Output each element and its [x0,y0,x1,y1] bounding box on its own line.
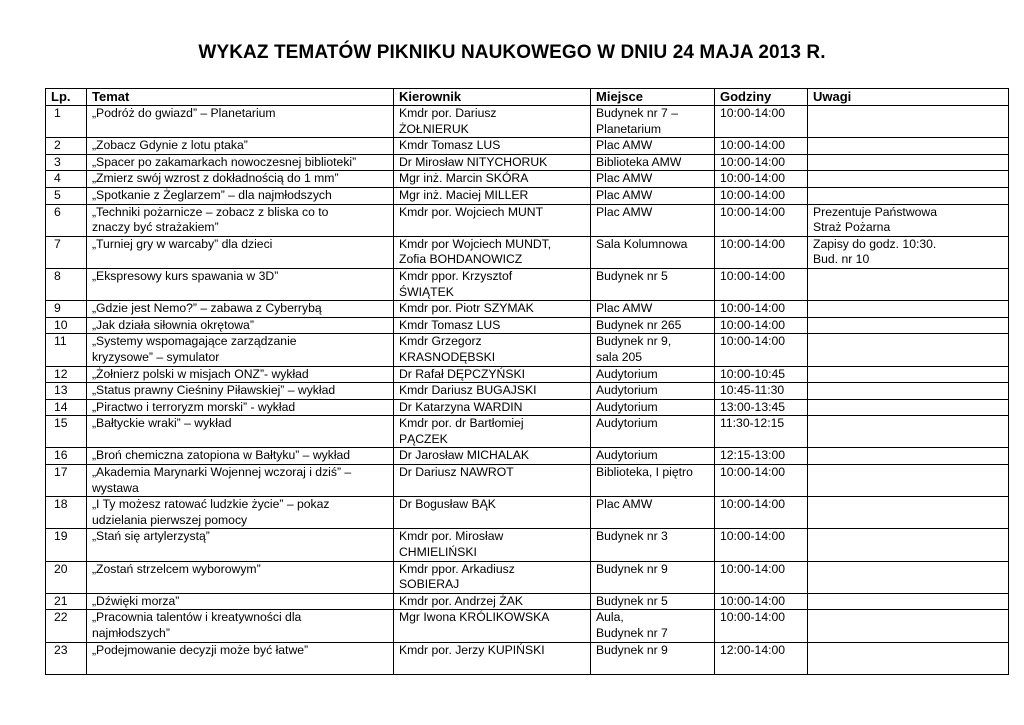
table-body [46,106,1009,675]
cell-godziny: 10:00-14:00 [715,497,808,529]
cell-godziny: 12:00-14:00 [715,642,808,674]
cell-kierownik: Kmdr por. Jerzy KUPIŃSKI [394,642,591,674]
cell-lp: 2 [46,138,87,155]
table-row [46,561,1009,593]
cell-uwagi [808,268,1009,300]
cell-lp: 22 [46,610,87,642]
cell-godziny: 10:00-14:00 [715,268,808,300]
cell-kierownik: Kmdr por. dr Bartłomiej PĄCZEK [394,416,591,448]
cell-miejsce: Audytorium [591,383,715,400]
cell-miejsce: Sala Kolumnowa [591,236,715,268]
header-lp: Lp. [46,89,87,106]
cell-temat: „Zobacz Gdynie z lotu ptaka” [87,138,394,155]
cell-temat: „Stań się artylerzystą” [87,529,394,561]
header-kierownik: Kierownik [394,89,591,106]
cell-kierownik: Dr Bogusław BĄK [394,497,591,529]
cell-lp: 6 [46,204,87,236]
cell-uwagi [808,366,1009,383]
cell-uwagi [808,317,1009,334]
cell-temat: „Status prawny Cieśniny Piławskiej” – wykład [87,383,394,400]
cell-kierownik: Dr Mirosław NITYCHORUK [394,154,591,171]
cell-godziny: 10:00-14:00 [715,138,808,155]
cell-kierownik: Kmdr Tomasz LUS [394,138,591,155]
header-godziny: Godziny [715,89,808,106]
cell-kierownik: Kmdr por. Piotr SZYMAK [394,301,591,318]
table-row [46,497,1009,529]
table-row [46,593,1009,610]
cell-godziny: 10:00-14:00 [715,171,808,188]
cell-miejsce: Budynek nr 5 [591,593,715,610]
cell-lp: 13 [46,383,87,400]
table-row [46,171,1009,188]
cell-kierownik: Dr Rafał DĘPCZYŃSKI [394,366,591,383]
cell-lp: 7 [46,236,87,268]
cell-temat: „Dźwięki morza” [87,593,394,610]
cell-temat: „Spotkanie z Żeglarzem” – dla najmłodszych [87,187,394,204]
cell-godziny: 10:00-14:00 [715,334,808,366]
header-uwagi: Uwagi [808,89,1009,106]
cell-kierownik: Mgr inż. Marcin SKÓRA [394,171,591,188]
table-row [46,383,1009,400]
cell-miejsce: Budynek nr 3 [591,529,715,561]
table-row [46,236,1009,268]
cell-miejsce: Plac AMW [591,187,715,204]
table-row [46,334,1009,366]
cell-lp: 20 [46,561,87,593]
cell-miejsce: Audytorium [591,366,715,383]
cell-godziny: 10:00-14:00 [715,154,808,171]
cell-godziny: 10:00-14:00 [715,561,808,593]
cell-uwagi [808,399,1009,416]
cell-temat: „Zostań strzelcem wyborowym” [87,561,394,593]
cell-uwagi: Zapisy do godz. 10:30. Bud. nr 10 [808,236,1009,268]
cell-godziny: 10:00-14:00 [715,465,808,497]
cell-uwagi [808,187,1009,204]
cell-miejsce: Budynek nr 9 [591,642,715,674]
cell-kierownik: Kmdr ppor. Arkadiusz SOBIERAJ [394,561,591,593]
cell-uwagi [808,416,1009,448]
cell-lp: 4 [46,171,87,188]
cell-uwagi [808,593,1009,610]
cell-kierownik: Kmdr Grzegorz KRASNODĘBSKI [394,334,591,366]
cell-temat: „Techniki pożarnicze – zobacz z bliska co to znaczy być strażakiem” [87,204,394,236]
cell-lp: 5 [46,187,87,204]
header-temat: Temat [87,89,394,106]
cell-temat: „Systemy wspomagające zarządzanie kryzysowe” – symulator [87,334,394,366]
table-row [46,642,1009,674]
table-row [46,317,1009,334]
cell-uwagi: Prezentuje Państwowa Straż Pożarna [808,204,1009,236]
table-row [46,268,1009,300]
cell-kierownik: Kmdr por. Mirosław CHMIELIŃSKI [394,529,591,561]
cell-lp: 12 [46,366,87,383]
cell-uwagi [808,529,1009,561]
cell-miejsce: Biblioteka AMW [591,154,715,171]
cell-uwagi [808,448,1009,465]
cell-lp: 18 [46,497,87,529]
cell-lp: 9 [46,301,87,318]
cell-uwagi [808,561,1009,593]
cell-godziny: 10:00-14:00 [715,204,808,236]
cell-uwagi [808,383,1009,400]
cell-uwagi [808,465,1009,497]
cell-temat: „Pracownia talentów i kreatywności dla najmłodszych” [87,610,394,642]
cell-uwagi [808,154,1009,171]
cell-kierownik: Kmdr Tomasz LUS [394,317,591,334]
cell-uwagi [808,497,1009,529]
cell-temat: „Zmierz swój wzrost z dokładnością do 1 mm” [87,171,394,188]
cell-miejsce: Audytorium [591,399,715,416]
cell-lp: 3 [46,154,87,171]
cell-godziny: 13:00-13:45 [715,399,808,416]
cell-godziny: 11:30-12:15 [715,416,808,448]
cell-miejsce: Biblioteka, I piętro [591,465,715,497]
cell-kierownik: Dr Katarzyna WARDIN [394,399,591,416]
cell-kierownik: Dr Dariusz NAWROT [394,465,591,497]
cell-temat: „Turniej gry w warcaby” dla dzieci [87,236,394,268]
cell-lp: 19 [46,529,87,561]
cell-uwagi [808,334,1009,366]
cell-miejsce: Budynek nr 265 [591,317,715,334]
cell-godziny: 10:00-14:00 [715,187,808,204]
cell-miejsce: Plac AMW [591,138,715,155]
cell-lp: 1 [46,106,87,138]
cell-miejsce: Budynek nr 7 – Planetarium [591,106,715,138]
cell-lp: 14 [46,399,87,416]
table-row [46,366,1009,383]
cell-lp: 23 [46,642,87,674]
cell-miejsce: Budynek nr 5 [591,268,715,300]
cell-kierownik: Mgr Iwona KRÓLIKOWSKA [394,610,591,642]
cell-temat: „Jak działa siłownia okrętowa” [87,317,394,334]
cell-temat: „Podróż do gwiazd” – Planetarium [87,106,394,138]
table-row [46,465,1009,497]
cell-kierownik: Kmdr por. Andrzej ŻAK [394,593,591,610]
cell-godziny: 10:00-14:00 [715,236,808,268]
cell-godziny: 10:00-14:00 [715,106,808,138]
cell-miejsce: Budynek nr 9, sala 205 [591,334,715,366]
topics-table [45,88,1009,675]
cell-miejsce: Aula, Budynek nr 7 [591,610,715,642]
cell-kierownik: Kmdr Dariusz BUGAJSKI [394,383,591,400]
table-row [46,187,1009,204]
table-row [46,301,1009,318]
cell-godziny: 10:45-11:30 [715,383,808,400]
cell-godziny: 10:00-14:00 [715,593,808,610]
cell-temat: „Spacer po zakamarkach nowoczesnej biblioteki” [87,154,394,171]
cell-miejsce: Budynek nr 9 [591,561,715,593]
cell-kierownik: Kmdr ppor. Krzysztof ŚWIĄTEK [394,268,591,300]
table-row [46,529,1009,561]
cell-kierownik: Kmdr por Wojciech MUNDT, Zofia BOHDANOWICZ [394,236,591,268]
table-row [46,154,1009,171]
document-title: WYKAZ TEMATÓW PIKNIKU NAUKOWEGO W DNIU 24 MAJA 2013 R. [198,42,826,63]
cell-kierownik: Kmdr por. Wojciech MUNT [394,204,591,236]
cell-kierownik: Dr Jarosław MICHALAK [394,448,591,465]
cell-temat: „Bałtyckie wraki” – wykład [87,416,394,448]
cell-godziny: 10:00-14:00 [715,317,808,334]
cell-temat: „Żołnierz polski w misjach ONZ”- wykład [87,366,394,383]
cell-miejsce: Audytorium [591,416,715,448]
table-row [46,399,1009,416]
table-header-row [46,89,1009,106]
cell-miejsce: Plac AMW [591,204,715,236]
cell-uwagi [808,301,1009,318]
cell-miejsce: Audytorium [591,448,715,465]
cell-uwagi [808,106,1009,138]
cell-lp: 15 [46,416,87,448]
cell-uwagi [808,610,1009,642]
cell-kierownik: Kmdr por. Dariusz ŻOŁNIERUK [394,106,591,138]
cell-uwagi [808,138,1009,155]
cell-uwagi [808,642,1009,674]
table-row [46,138,1009,155]
table-row [46,610,1009,642]
cell-temat: „Broń chemiczna zatopiona w Bałtyku” – wykład [87,448,394,465]
table-row [46,204,1009,236]
cell-godziny: 10:00-10:45 [715,366,808,383]
cell-lp: 10 [46,317,87,334]
cell-temat: „Podejmowanie decyzji może być łatwe” [87,642,394,674]
table-row [46,106,1009,138]
cell-kierownik: Mgr inż. Maciej MILLER [394,187,591,204]
cell-uwagi [808,171,1009,188]
cell-lp: 21 [46,593,87,610]
cell-temat: „Ekspresowy kurs spawania w 3D” [87,268,394,300]
cell-godziny: 12:15-13:00 [715,448,808,465]
cell-miejsce: Plac AMW [591,171,715,188]
cell-temat: „Gdzie jest Nemo?” – zabawa z Cyberrybą [87,301,394,318]
header-miejsce: Miejsce [591,89,715,106]
cell-temat: „Akademia Marynarki Wojennej wczoraj i dziś” – wystawa [87,465,394,497]
cell-temat: „I Ty możesz ratować ludzkie życie” – pokaz udzielania pierwszej pomocy [87,497,394,529]
table-row [46,416,1009,448]
cell-godziny: 10:00-14:00 [715,610,808,642]
cell-miejsce: Plac AMW [591,301,715,318]
cell-godziny: 10:00-14:00 [715,301,808,318]
cell-lp: 16 [46,448,87,465]
cell-miejsce: Plac AMW [591,497,715,529]
cell-godziny: 10:00-14:00 [715,529,808,561]
cell-lp: 17 [46,465,87,497]
table-row [46,448,1009,465]
cell-lp: 11 [46,334,87,366]
cell-temat: „Piractwo i terroryzm morski” - wykład [87,399,394,416]
cell-lp: 8 [46,268,87,300]
